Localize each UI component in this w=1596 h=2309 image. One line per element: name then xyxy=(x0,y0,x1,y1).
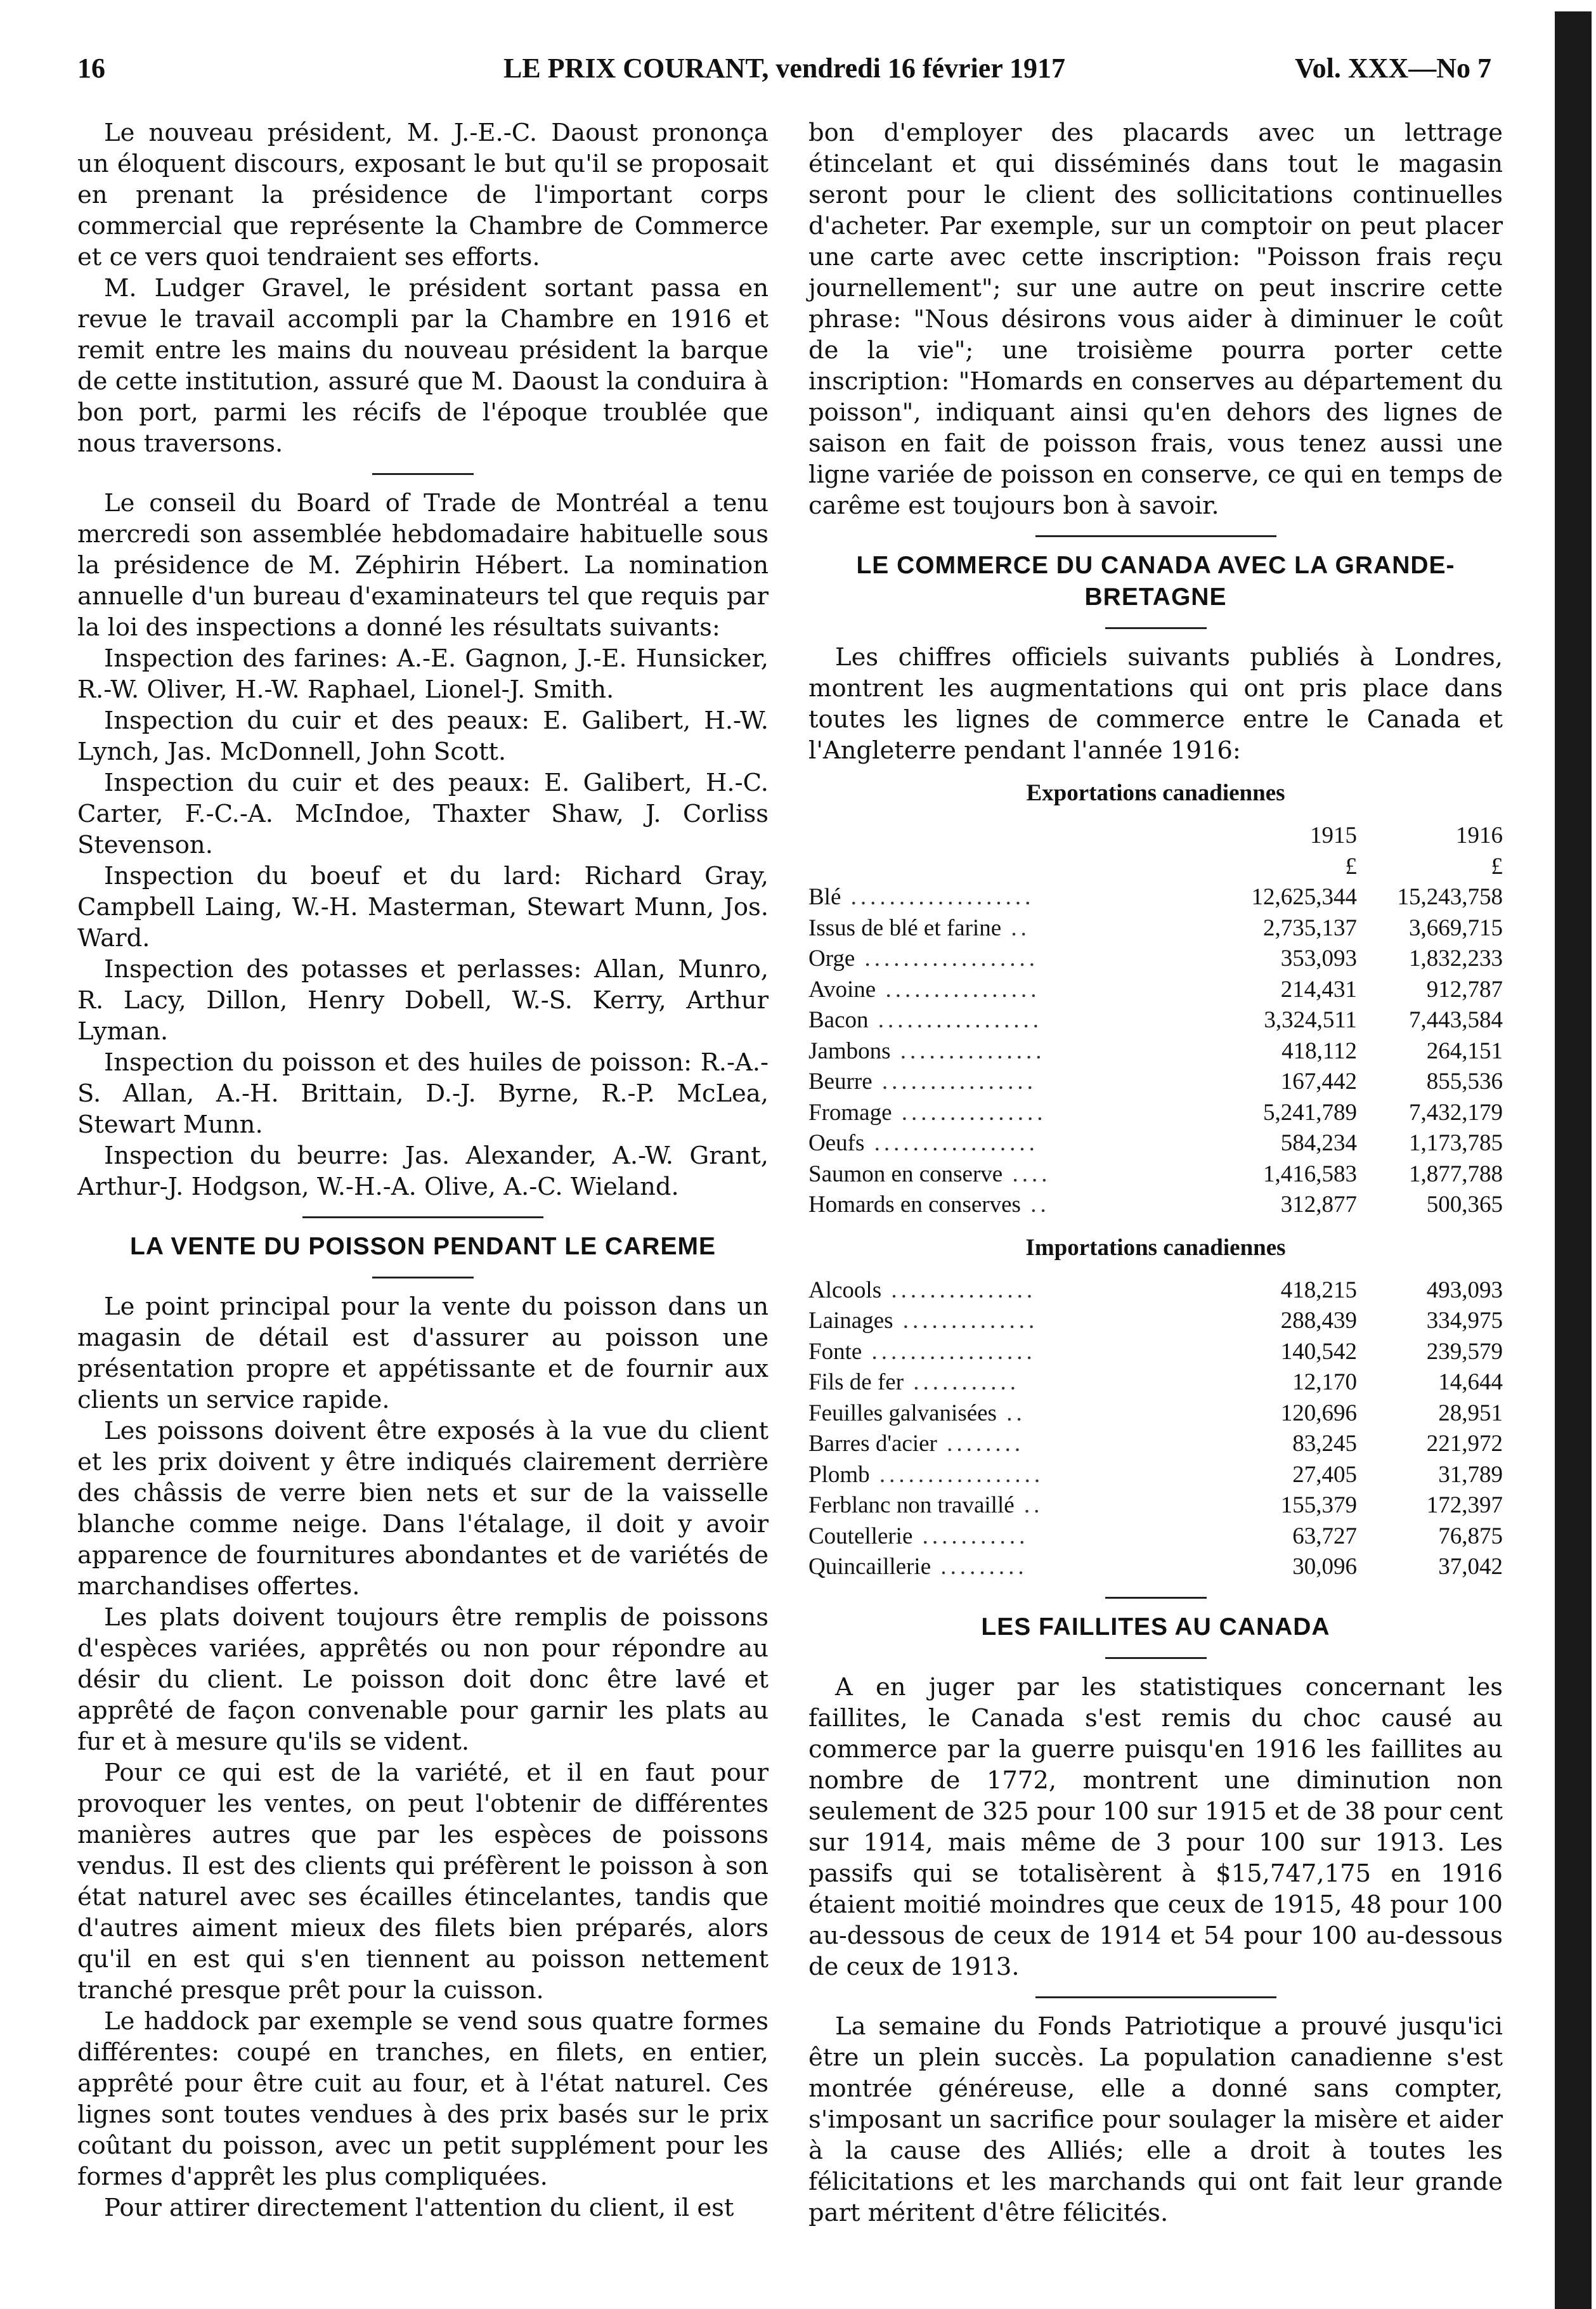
table-row xyxy=(808,1275,1503,1306)
value-1915: 27,405 xyxy=(1292,1461,1358,1488)
value-1915: 167,442 xyxy=(1280,1069,1358,1095)
row-label: Beurre ................ xyxy=(808,1069,1037,1095)
inspection-cuir-2: Inspection du cuir et des peaux: E. Galibert, H.-C. Carter, F.-C.-A. McIndoe, Thaxter Shaw, J. Corliss Stevenson. xyxy=(77,769,769,859)
value-1916: 15,243,758 xyxy=(1397,884,1503,910)
imports-table xyxy=(808,1275,1503,1583)
row-label: Fils de fer ........... xyxy=(808,1369,1020,1395)
table-header-row xyxy=(808,821,1503,852)
dot-leader: ........... xyxy=(912,1523,1029,1549)
separator xyxy=(372,1277,474,1278)
paragraph-poisson-2: Les poissons doivent être exposés à la vue du client et les prix doivent y être indiqués clairement derrière des châssis de verre bien nets et sur de la vaisselle blanche comme neige. Dans l'étalage, il doit y avoir apparence de fournitures abondantes et de variétés de marchandises offertes. xyxy=(77,1417,769,1601)
paragraph-poisson-5: Le haddock par exemple se vend sous quatre formes différentes: coupé en tranches, en filets, en entier, apprêté pour être cuit au four, et à l'état naturel. Ces lignes sont toutes vendues à des prix basés sur le prix coûtant du poisson, avec un petit supplément pour les formes d'apprêt les plus compliquées. xyxy=(77,2007,769,2191)
table-row xyxy=(808,882,1503,913)
value-1916: 221,972 xyxy=(1426,1431,1503,1457)
value-1915: 83,245 xyxy=(1292,1431,1358,1457)
dot-leader: ................. xyxy=(862,1338,1036,1365)
exports-table xyxy=(808,821,1503,1221)
value-1915: 418,215 xyxy=(1280,1277,1358,1303)
value-1915: 353,093 xyxy=(1280,946,1358,972)
value-1916: 493,093 xyxy=(1426,1277,1503,1303)
dot-leader: ................... xyxy=(841,884,1035,910)
separator xyxy=(302,1216,543,1218)
row-label: Barres d'acier ........ xyxy=(808,1431,1025,1457)
table-row xyxy=(808,1367,1503,1398)
paragraph-chiffres: Les chiffres officiels suivants publiés à Londres, montrent les augmentations qui ont pris place dans toutes les lignes de commerce entre le Canada et l'Angleterre pendant l'année 1916: xyxy=(808,643,1503,765)
table-currency-row xyxy=(808,852,1503,883)
currency-1916: £ xyxy=(1491,853,1503,880)
paragraph-placards: bon d'employer des placards avec un lettrage étincelant et qui disséminés dans tout le magasin seront pour le client des sollicitations continuelles d'acheter. Par exemple, sur un comptoir on peut placer une carte avec cette inscription: "Poisson frais reçu journellement"; sur une autre on peut inscrire cette phrase: "Nous désirons vous aider à diminuer le coût de la vie"; une troisième pourra porter cette inscription: "Homards en conserves au département du poisson", indiquant ainsi qu'en dehors des lignes de saison en fait de poisson frais, vous tenez aussi une ligne variée de poisson en conserve, ce qui en temps de carême est toujours bon à savoir. xyxy=(808,119,1503,520)
dot-leader: ......... xyxy=(931,1554,1028,1580)
value-1916: 500,365 xyxy=(1426,1192,1503,1218)
dot-leader: ................ xyxy=(876,976,1041,1003)
page-number: 16 xyxy=(77,53,105,84)
heading-faillites: LES FAILLITES AU CANADA xyxy=(981,1613,1330,1641)
paragraph-poisson-6: Pour attirer directement l'attention du client, il est xyxy=(104,2194,734,2222)
table-row xyxy=(808,1005,1503,1036)
value-1916: 7,432,179 xyxy=(1409,1099,1503,1126)
value-1915: 418,112 xyxy=(1281,1037,1358,1064)
dot-leader: ............... xyxy=(892,1099,1047,1126)
row-label: Blé ................... xyxy=(808,884,1035,910)
paragraph-poisson-3: Les plats doivent toujours être remplis de poissons d'espèces variées, apprêtés ou non pour répondre au désir du client. Le poisson doit donc être lavé et apprêté de façon convenable pour garnir les plats au fur et à mesure qu'ils se vident. xyxy=(77,1603,769,1756)
dot-leader: .................. xyxy=(855,946,1039,972)
paragraph-daoust: Le nouveau président, M. J.-E.-C. Daoust prononça un éloquent discours, exposant le but qu'il se proposait en prenant la présidence de l'important corps commercial que représente la Chambre de Commerce et ce vers quoi tendraient ses efforts. xyxy=(77,119,769,271)
inspection-poisson: Inspection du poisson et des huiles de poisson: R.-A.-S. Allan, A.-H. Brittain, D.-J. Byrne, R.-P. McLea, Stewart Munn. xyxy=(77,1048,769,1139)
dot-leader: .............. xyxy=(893,1308,1039,1334)
heading-vente-poisson: LA VENTE DU POISSON PENDANT LE CAREME xyxy=(130,1233,716,1260)
dot-leader: .... xyxy=(1002,1161,1051,1187)
value-1916: 3,669,715 xyxy=(1409,914,1503,941)
value-1916: 1,173,785 xyxy=(1409,1130,1503,1156)
paragraph-faillites: A en juger par les statistiques concernant les faillites, le Canada s'est remis du choc causé au commerce par la guerre puisqu'en 1916 les faillites au nombre de 1772, montrent une diminution non seulement de 325 pour 100 sur 1915 et de 38 pour cent sur 1914, mais même de 3 pour 100 sur 1913. Les passifs qui se totalisèrent à $15,747,175 en 1916 étaient moitié moindres que ceux de 1915, 48 pour 100 au-dessous de ceux de 1914 et 54 pour 100 au-dessous de ceux de 1913. xyxy=(808,1672,1503,1981)
value-1915: 63,727 xyxy=(1292,1523,1358,1549)
dot-leader: .. xyxy=(1001,914,1030,941)
row-label: Bacon ................. xyxy=(808,1007,1043,1033)
value-1916: 855,536 xyxy=(1426,1069,1503,1095)
value-1916: 37,042 xyxy=(1438,1554,1503,1580)
table-row xyxy=(808,1190,1503,1221)
value-1915: 312,877 xyxy=(1280,1192,1358,1218)
value-1916: 334,975 xyxy=(1426,1308,1503,1334)
row-label: Quincaillerie ......... xyxy=(808,1554,1028,1580)
right-column xyxy=(808,117,1503,2228)
table-row xyxy=(808,1398,1503,1429)
row-label: Alcools ............... xyxy=(808,1277,1037,1303)
row-label: Fromage ............... xyxy=(808,1099,1047,1126)
table-row xyxy=(808,944,1503,975)
table-row xyxy=(808,1460,1503,1491)
row-label: Jambons ............... xyxy=(808,1037,1046,1064)
value-1915: 288,439 xyxy=(1280,1308,1358,1334)
value-1916: 76,875 xyxy=(1438,1523,1503,1549)
row-label: Homards en conserves .. xyxy=(808,1192,1050,1218)
paragraph-poisson-4: Pour ce qui est de la variété, et il en faut pour provoquer les ventes, on peut l'obtenir de différentes manières autres que par les espèces de poissons vendus. Il est des clients qui préfèrent le poisson à son état naturel avec ses écailles étincelantes, tandis que d'autres aiment mieux des filets bien préparés, alors qu'il en est qui s'en tiennent au poisson nettement tranché presque prêt pour la cuisson. xyxy=(77,1759,769,2005)
table-row xyxy=(808,913,1503,944)
value-1915: 140,542 xyxy=(1280,1338,1358,1365)
table-row xyxy=(808,975,1503,1006)
row-label: Lainages .............. xyxy=(808,1308,1039,1334)
value-1916: 912,787 xyxy=(1426,976,1503,1003)
value-1915: 2,735,137 xyxy=(1263,914,1358,941)
dot-leader: ............... xyxy=(890,1037,1046,1064)
row-label: Oeufs ................. xyxy=(808,1130,1039,1156)
row-label: Feuilles galvanisées .. xyxy=(808,1400,1026,1426)
value-1915: 584,234 xyxy=(1280,1130,1358,1156)
row-label: Avoine ................ xyxy=(808,976,1041,1003)
separator xyxy=(1105,1597,1207,1599)
masthead-title: LE PRIX COURANT, vendredi 16 février 1917 xyxy=(503,53,1066,84)
column-1916: 1916 xyxy=(1456,823,1503,849)
paragraph-board-of-trade: Le conseil du Board of Trade de Montréal a tenu mercredi son assemblée hebdomadaire habituelle sous la présidence de M. Zéphirin Hébert. La nomination annuelle d'un bureau d'examinateurs tel que requis par la loi des inspections a donné les résultats suivants: xyxy=(77,489,769,642)
value-1915: 1,416,583 xyxy=(1263,1161,1358,1187)
dot-leader: ................. xyxy=(869,1461,1044,1488)
value-1916: 264,151 xyxy=(1426,1037,1503,1064)
value-1915: 12,625,344 xyxy=(1251,884,1358,910)
volume-number: Vol. XXX—No 7 xyxy=(1294,53,1491,84)
heading-commerce-canada: LE COMMERCE DU CANADA AVEC LA GRANDE-BRETAGNE xyxy=(856,552,1455,611)
paragraph-gravel: M. Ludger Gravel, le président sortant passa en revue le travail accompli par la Chambre en 1916 et remit entre les mains du nouveau président la barque de cette institution, assuré que M. Daoust la conduira à bon port, parmi les récifs de l'époque troublée que nous traversons. xyxy=(77,274,769,458)
value-1916: 14,644 xyxy=(1438,1369,1503,1395)
value-1916: 31,789 xyxy=(1438,1461,1503,1488)
paragraph-poisson-1: Le point principal pour la vente du poisson dans un magasin de détail est d'assurer au poisson une présentation propre et appétissante et de fournir aux clients un service rapide. xyxy=(77,1292,769,1414)
exports-title: Exportations canadiennes xyxy=(1026,780,1285,806)
table-row xyxy=(808,1552,1503,1583)
value-1916: 1,832,233 xyxy=(1409,946,1503,972)
separator xyxy=(1035,535,1276,537)
value-1916: 239,579 xyxy=(1426,1338,1503,1365)
value-1915: 12,170 xyxy=(1292,1369,1358,1395)
value-1915: 120,696 xyxy=(1280,1400,1358,1426)
table-row xyxy=(808,1337,1503,1368)
table-row xyxy=(808,1490,1503,1521)
table-row xyxy=(808,1128,1503,1159)
row-label: Ferblanc non travaillé .. xyxy=(808,1492,1044,1518)
paragraph-fonds-patriotique: La semaine du Fonds Patriotique a prouvé jusqu'ici être un plein succès. La population canadienne s'est montrée généreuse, elle a donné sans compter, s'imposant un sacrifice pour soulager la misère et aider à la cause des Alliés; elle a droit à toutes les félicitations et les marchands qui ont fait leur grande part méritent d'être félicités. xyxy=(808,2012,1503,2227)
table-row xyxy=(808,1306,1503,1337)
dot-leader: ............... xyxy=(881,1277,1037,1303)
table-row xyxy=(808,1429,1503,1460)
row-label: Fonte ................. xyxy=(808,1338,1036,1365)
table-row xyxy=(808,1159,1503,1190)
left-column xyxy=(77,117,769,2223)
inspection-potasses: Inspection des potasses et perlasses: Allan, Munro, R. Lacy, Dillon, Henry Dobell, W.-S. Kerry, Arthur Lyman. xyxy=(77,955,769,1046)
row-label: Plomb ................. xyxy=(808,1461,1044,1488)
dot-leader: ................ xyxy=(872,1069,1037,1095)
table-row xyxy=(808,1521,1503,1552)
value-1915: 3,324,511 xyxy=(1264,1007,1358,1033)
value-1915: 30,096 xyxy=(1292,1554,1358,1580)
row-label: Issus de blé et farine .. xyxy=(808,914,1030,941)
value-1915: 155,379 xyxy=(1280,1492,1358,1518)
page-edge-shadow xyxy=(1555,11,1592,2309)
table-row xyxy=(808,1036,1503,1067)
separator xyxy=(372,473,474,475)
dot-leader: ................. xyxy=(868,1007,1043,1033)
value-1915: 5,241,789 xyxy=(1263,1099,1358,1126)
inspection-boeuf: Inspection du boeuf et du lard: Richard Gray, Campbell Laing, W.-H. Masterman, Stewart Munn, Jos. Ward. xyxy=(77,862,769,953)
table-row xyxy=(808,1067,1503,1098)
table-row xyxy=(808,1098,1503,1129)
row-label: Orge .................. xyxy=(808,946,1039,972)
value-1915: 214,431 xyxy=(1280,976,1358,1003)
column-1915: 1915 xyxy=(1310,823,1358,849)
page-header xyxy=(77,52,1491,88)
value-1916: 28,951 xyxy=(1438,1400,1503,1426)
value-1916: 1,877,788 xyxy=(1409,1161,1503,1187)
value-1916: 7,443,584 xyxy=(1409,1007,1503,1033)
dot-leader: .. xyxy=(996,1400,1026,1426)
imports-title: Importations canadiennes xyxy=(1025,1234,1286,1261)
dot-leader: ................. xyxy=(864,1130,1039,1156)
separator xyxy=(1035,1996,1276,1998)
dot-leader: .. xyxy=(1020,1192,1050,1218)
separator xyxy=(1105,627,1207,629)
dot-leader: ........... xyxy=(904,1369,1020,1395)
dot-leader: .. xyxy=(1014,1492,1044,1518)
currency-1915: £ xyxy=(1345,853,1358,880)
inspection-cuir-1: Inspection du cuir et des peaux: E. Galibert, H.-W. Lynch, Jas. McDonnell, John Scott. xyxy=(77,706,769,766)
inspection-beurre: Inspection du beurre: Jas. Alexander, A.-W. Grant, Arthur-J. Hodgson, W.-H.-A. Olive, A.-C. Wieland. xyxy=(77,1141,769,1201)
row-label: Coutellerie ........... xyxy=(808,1523,1029,1549)
value-1916: 172,397 xyxy=(1426,1492,1503,1518)
inspection-farines: Inspection des farines: A.-E. Gagnon, J.-E. Hunsicker, R.-W. Oliver, H.-W. Raphael, Lionel-J. Smith. xyxy=(77,644,769,704)
separator xyxy=(1105,1657,1207,1659)
row-label: Saumon en conserve .... xyxy=(808,1161,1051,1187)
dot-leader: ........ xyxy=(937,1431,1025,1457)
